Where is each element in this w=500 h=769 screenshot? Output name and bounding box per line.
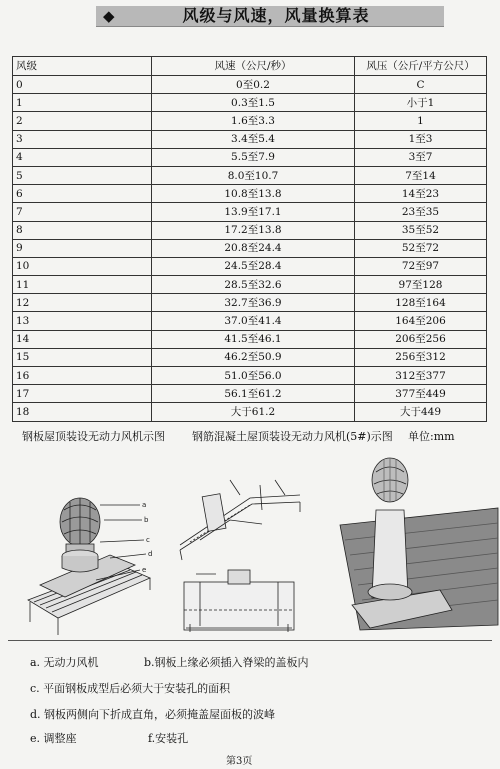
table-row <box>13 130 487 148</box>
cell-wind-speed: 28.5至32.6 <box>152 276 355 294</box>
cell-wind-level: 1 <box>13 94 152 112</box>
cell-wind-speed: 20.8至24.4 <box>152 239 355 257</box>
cell-wind-speed: 1.6至3.3 <box>152 112 355 130</box>
cell-wind-speed: 13.9至17.1 <box>152 203 355 221</box>
table-row <box>13 312 487 330</box>
table-row <box>13 203 487 221</box>
cell-wind-level: 11 <box>13 276 152 294</box>
cell-wind-level: 18 <box>13 403 152 421</box>
table-row <box>13 76 487 94</box>
cell-wind-level: 12 <box>13 294 152 312</box>
cell-wind-level: 8 <box>13 221 152 239</box>
cell-wind-speed: 5.5至7.9 <box>152 148 355 166</box>
table-row <box>13 239 487 257</box>
diamond-bullet-icon: ◆ <box>103 7 115 25</box>
cell-wind-level: 6 <box>13 185 152 203</box>
cell-wind-speed: 41.5至46.1 <box>152 330 355 348</box>
column-header-wind-pressure: 风压（公斤/平方公尺） <box>355 57 487 76</box>
cell-wind-speed: 37.0至41.4 <box>152 312 355 330</box>
cell-wind-pressure: 206至256 <box>355 330 487 348</box>
cell-wind-pressure: 97至128 <box>355 276 487 294</box>
cell-wind-speed: 24.5至28.4 <box>152 257 355 275</box>
cell-wind-level: 14 <box>13 330 152 348</box>
cell-wind-speed: 8.0至10.7 <box>152 166 355 184</box>
cell-wind-pressure: 35至52 <box>355 221 487 239</box>
cell-wind-pressure: 3至7 <box>355 148 487 166</box>
column-header-wind-level: 风级 <box>13 57 152 76</box>
cell-wind-pressure: 128至164 <box>355 294 487 312</box>
cell-wind-level: 16 <box>13 367 152 385</box>
divider-line <box>8 640 492 641</box>
concrete-roof-turbine <box>340 458 498 630</box>
column-header-wind-speed: 风速（公尺/秒） <box>152 57 355 76</box>
cell-wind-level: 5 <box>13 166 152 184</box>
svg-text:d: d <box>148 550 153 558</box>
cell-wind-pressure: 23至35 <box>355 203 487 221</box>
cell-wind-pressure: 大于449 <box>355 403 487 421</box>
cell-wind-level: 0 <box>13 76 152 94</box>
cell-wind-speed: 56.1至61.2 <box>152 385 355 403</box>
note-a: a. 无动力风机 <box>30 656 99 669</box>
cell-wind-pressure: 7至14 <box>355 166 487 184</box>
table-row <box>13 94 487 112</box>
cell-wind-level: 13 <box>13 312 152 330</box>
note-c: c. 平面钢板成型后必须大于安装孔的面积 <box>30 682 231 695</box>
cell-wind-speed: 32.7至36.9 <box>152 294 355 312</box>
cell-wind-pressure: 312至377 <box>355 367 487 385</box>
svg-text:c: c <box>146 536 150 544</box>
cell-wind-level: 4 <box>13 148 152 166</box>
cell-wind-level: 9 <box>13 239 152 257</box>
table-header-row <box>13 57 487 76</box>
table-row <box>13 276 487 294</box>
table-row <box>13 385 487 403</box>
cell-wind-pressure: 1至3 <box>355 130 487 148</box>
cell-wind-pressure: 1 <box>355 112 487 130</box>
cell-wind-level: 7 <box>13 203 152 221</box>
cell-wind-speed: 0.3至1.5 <box>152 94 355 112</box>
svg-text:a: a <box>142 501 147 509</box>
svg-text:e: e <box>142 566 147 574</box>
table-row <box>13 348 487 366</box>
cell-wind-level: 3 <box>13 130 152 148</box>
page-number: 第3页 <box>226 756 253 767</box>
table-row <box>13 185 487 203</box>
table-row <box>13 367 487 385</box>
cell-wind-level: 10 <box>13 257 152 275</box>
cell-wind-level: 2 <box>13 112 152 130</box>
concrete-roof-diagram <box>180 480 300 632</box>
caption-concrete-roof: 钢筋混凝土屋顶装设无动力风机(5#)示图 <box>192 430 393 443</box>
cell-wind-pressure: C <box>355 76 487 94</box>
cell-wind-speed: 0至0.2 <box>152 76 355 94</box>
caption-steel-roof: 钢板屋顶装设无动力风机示图 <box>22 430 165 443</box>
cell-wind-speed: 46.2至50.9 <box>152 348 355 366</box>
installation-diagrams <box>0 450 500 640</box>
cell-wind-speed: 大于61.2 <box>152 403 355 421</box>
caption-unit: 单位:mm <box>408 430 455 443</box>
table-row <box>13 294 487 312</box>
table-row <box>13 403 487 421</box>
table-row <box>13 221 487 239</box>
cell-wind-pressure: 小于1 <box>355 94 487 112</box>
cell-wind-pressure: 256至312 <box>355 348 487 366</box>
cell-wind-speed: 3.4至5.4 <box>152 130 355 148</box>
cell-wind-speed: 17.2至13.8 <box>152 221 355 239</box>
svg-text:b: b <box>144 516 149 524</box>
steel-roof-diagram <box>28 498 152 635</box>
page-title: 风级与风速，风量换算表 <box>182 6 370 25</box>
cell-wind-pressure: 52至72 <box>355 239 487 257</box>
cell-wind-level: 15 <box>13 348 152 366</box>
cell-wind-pressure: 164至206 <box>355 312 487 330</box>
note-b: b.钢板上缘必须插入脊梁的盖板内 <box>144 656 309 669</box>
wind-scale-table <box>12 56 487 422</box>
cell-wind-level: 17 <box>13 385 152 403</box>
cell-wind-pressure: 377至449 <box>355 385 487 403</box>
table-row <box>13 148 487 166</box>
cell-wind-pressure: 72至97 <box>355 257 487 275</box>
cell-wind-speed: 51.0至56.0 <box>152 367 355 385</box>
note-f: f.安装孔 <box>148 732 189 745</box>
table-row <box>13 112 487 130</box>
note-d: d. 钢板两侧向下折成直角，必须掩盖屋面板的波峰 <box>30 708 276 721</box>
cell-wind-speed: 10.8至13.8 <box>152 185 355 203</box>
cell-wind-pressure: 14至23 <box>355 185 487 203</box>
table-row <box>13 330 487 348</box>
note-e: e. 调整座 <box>30 732 77 745</box>
table-row <box>13 166 487 184</box>
table-row <box>13 257 487 275</box>
